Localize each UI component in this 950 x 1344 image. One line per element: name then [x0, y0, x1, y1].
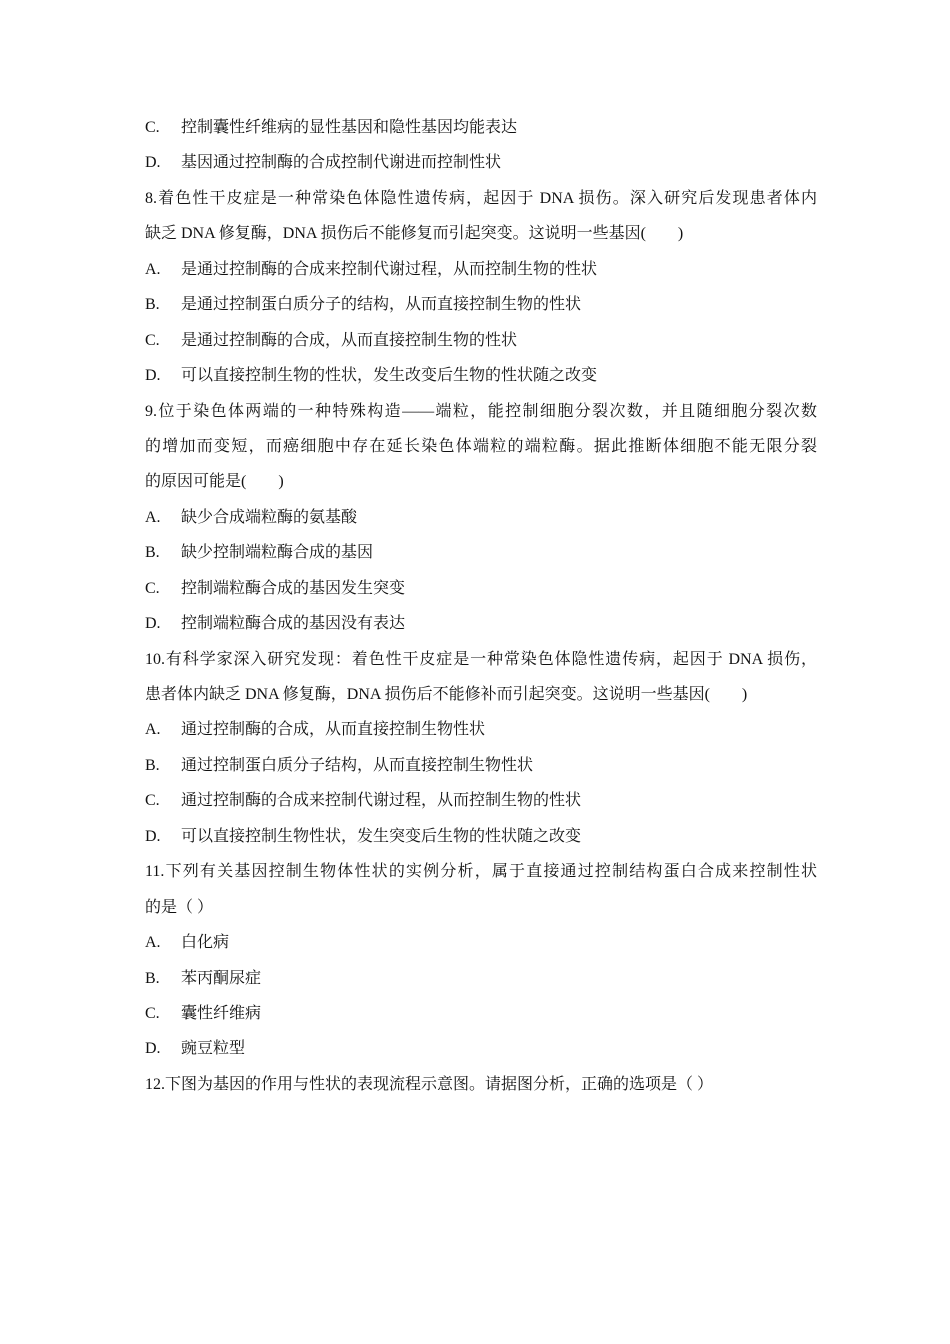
option-label: B. — [145, 969, 160, 987]
q8-option-c — [145, 323, 817, 358]
option-text: 是通过控制蛋白质分子的结构，从而直接控制生物的性状 — [181, 296, 582, 314]
q7-option-c — [145, 110, 817, 145]
q10-option-c — [145, 783, 817, 818]
q9-option-d — [145, 606, 817, 641]
q10-option-d — [145, 819, 817, 854]
option-label: B. — [145, 756, 160, 774]
q11-stem-line: 的是（ ） — [145, 898, 214, 916]
option-label: D. — [145, 154, 161, 172]
option-text: 豌豆粒型 — [181, 1040, 246, 1058]
option-text: 通过控制酶的合成来控制代谢过程，从而控制生物的性状 — [181, 792, 582, 810]
option-label: C. — [145, 1004, 160, 1022]
option-label: A. — [145, 721, 161, 739]
q9-option-a — [145, 500, 817, 535]
option-text: 囊性纤维病 — [181, 1004, 262, 1022]
option-label: C. — [145, 331, 160, 349]
option-text: 是通过控制酶的合成来控制代谢过程，从而控制生物的性状 — [181, 260, 598, 278]
option-text: 可以直接控制生物性状，发生突变后生物的性状随之改变 — [181, 827, 582, 845]
q8-option-a — [145, 252, 817, 287]
option-label: A. — [145, 508, 161, 526]
q11-option-a — [145, 925, 817, 960]
option-label: B. — [145, 544, 160, 562]
option-label: B. — [145, 296, 160, 314]
option-text: 控制囊性纤维病的显性基因和隐性基因均能表达 — [181, 119, 518, 136]
option-label: C. — [145, 119, 160, 136]
q8-stem-line: 缺乏 DNA 修复酶，DNA 损伤后不能修复而引起突变。这说明一些基因( ) — [145, 225, 684, 243]
option-text: 缺少合成端粒酶的氨基酸 — [181, 508, 358, 526]
option-label: D. — [145, 827, 161, 845]
q10-option-b — [145, 748, 817, 783]
option-label: D. — [145, 1040, 161, 1058]
q10-option-a — [145, 712, 817, 747]
option-text: 可以直接控制生物的性状，发生改变后生物的性状随之改变 — [181, 367, 598, 385]
q9-stem-line: 的原因可能是( ) — [145, 473, 284, 491]
option-text: 控制端粒酶合成的基因没有表达 — [181, 615, 406, 633]
q11-option-d — [145, 1031, 817, 1066]
option-text: 白化病 — [181, 934, 230, 952]
option-text: 控制端粒酶合成的基因发生突变 — [181, 579, 406, 597]
option-label: A. — [145, 260, 161, 278]
option-label: C. — [145, 579, 160, 597]
q8-stem-line: 8.着色性干皮症是一种常染色体隐性遗传病，起因于 DNA 损伤。深入研究后发现患者体内 — [145, 189, 817, 207]
option-text: 缺少控制端粒酶合成的基因 — [181, 544, 374, 562]
q7-option-d — [145, 145, 817, 180]
option-label: A. — [145, 934, 161, 952]
document-page — [145, 110, 817, 1102]
q8-option-b — [145, 287, 817, 322]
q8-option-d — [145, 358, 817, 393]
q11-option-c — [145, 996, 817, 1031]
option-text: 苯丙酮尿症 — [181, 969, 262, 987]
option-label: D. — [145, 367, 161, 385]
q9-stem-line: 9.位于染色体两端的一种特殊构造——端粒，能控制细胞分裂次数，并且随细胞分裂次数 — [145, 402, 817, 420]
option-text: 通过控制酶的合成，从而直接控制生物性状 — [181, 721, 486, 739]
q12-stem-line: 12.下图为基因的作用与性状的表现流程示意图。请据图分析，正确的选项是（ ） — [145, 1075, 714, 1093]
q9-option-b — [145, 535, 817, 570]
q9-option-c — [145, 571, 817, 606]
q10-stem-line: 10.有科学家深入研究发现：着色性干皮症是一种常染色体隐性遗传病，起因于 DNA 损伤， — [145, 650, 817, 668]
q11-option-b — [145, 961, 817, 996]
option-text: 基因通过控制酶的合成控制代谢进而控制性状 — [181, 154, 502, 172]
q11-stem-line: 11.下列有关基因控制生物体性状的实例分析，属于直接通过控制结构蛋白合成来控制性状 — [145, 863, 817, 881]
option-text: 是通过控制酶的合成，从而直接控制生物的性状 — [181, 331, 518, 349]
q9-stem-line: 的增加而变短，而癌细胞中存在延长染色体端粒的端粒酶。据此推断体细胞不能无限分裂 — [145, 437, 817, 455]
option-label: C. — [145, 792, 160, 810]
option-text: 通过控制蛋白质分子结构，从而直接控制生物性状 — [181, 756, 534, 774]
q10-stem-line: 患者体内缺乏 DNA 修复酶，DNA 损伤后不能修补而引起突变。这说明一些基因( ) — [145, 686, 748, 703]
option-label: D. — [145, 615, 161, 633]
